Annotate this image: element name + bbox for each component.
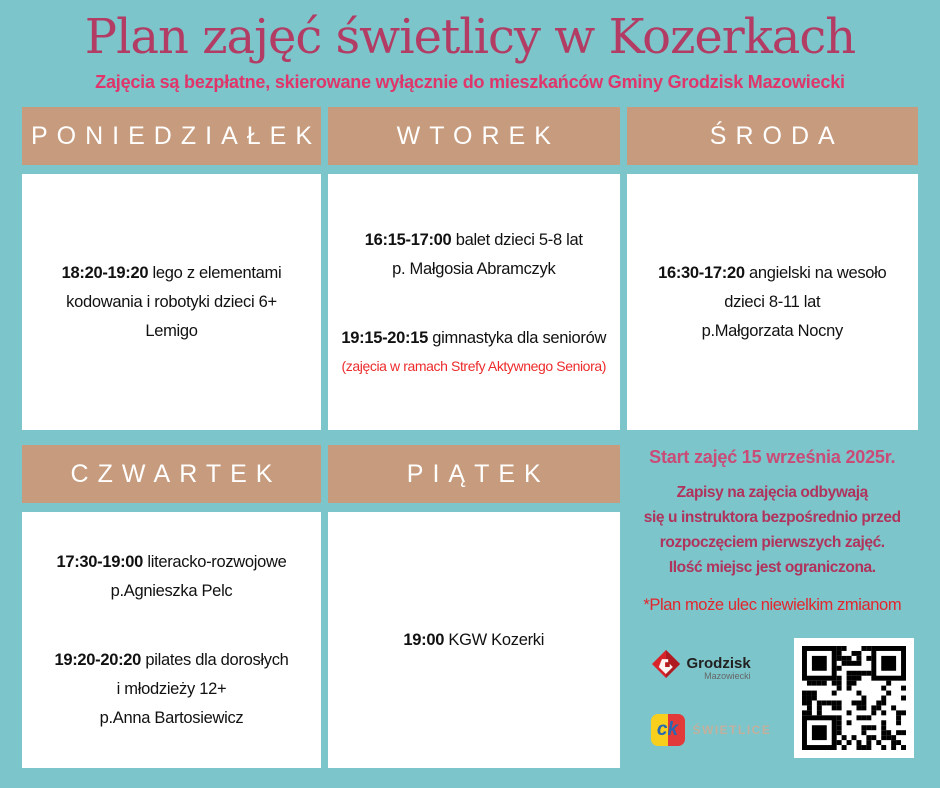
session-line: 16:30-17:20 angielski na wesoło [658,263,887,282]
signup-line: się u instruktora bezpośrednio przed [643,509,901,526]
grodzisk-ribbon-icon [651,649,681,688]
session-time: 18:20-19:20 [61,263,149,282]
session-line: 19:20-20:20 pilates dla dorosłych [54,650,289,669]
page-subtitle: Zajęcia są bezpłatne, skierowane wyłącznie do mieszkańców Gminy Grodzisk Mazowiecki [95,72,845,92]
qr-code [794,638,914,758]
day-header-czwartek: CZWARTEK [22,445,321,503]
ck-logo-label: ŚWIETLICE [692,723,772,737]
session-line: 17:30-19:00 literacko-rozwojowe [56,552,287,571]
session-line: p. Małgosia Abramczyk [392,259,556,278]
session [334,324,614,379]
session [28,548,315,606]
session [28,259,315,346]
session [28,646,315,733]
start-date-text: Start zajęć 15 września 2025r. [649,447,896,467]
session-line: p.Małgorzata Nocny [701,321,843,340]
ck-swietlice-logo [651,714,772,746]
day-card-sroda [627,174,919,430]
day-card-czwartek [22,512,321,768]
session [334,626,614,655]
logo-stack [651,649,772,746]
day-column-piatek [328,445,620,768]
session-line: Lemigo [145,321,198,340]
session-note: (zajęcia w ramach Strefy Aktywnego Seniora) [341,357,606,374]
session-line: 19:00 KGW Kozerki [403,630,545,649]
session-line: 18:20-19:20 lego z elementami [61,263,282,282]
session-time: 19:15-20:15 [341,328,429,347]
ck-icon: ck [651,714,685,746]
session-line: dzieci 8-11 lat [724,292,821,311]
day-header-poniedzialek: PONIEDZIAŁEK [22,107,321,165]
day-header-sroda: ŚRODA [627,107,919,165]
schedule-grid [22,107,918,768]
page-title: Plan zajęć świetlicy w Kozerkach [84,9,856,65]
session [334,226,614,284]
session-time: 16:15-17:00 [364,230,452,249]
day-header-piatek: PIĄTEK [328,445,620,503]
session-line: p.Anna Bartosiewicz [99,708,244,727]
day-card-wtorek [328,174,620,430]
day-column-wtorek [328,107,620,430]
info-panel [627,445,919,768]
signup-info-text [627,480,919,580]
session-time: 16:30-17:20 [658,263,745,282]
session-time: 17:30-19:00 [56,552,144,571]
grodzisk-logo-subtitle: Mazowiecki [704,670,751,681]
session-line: p.Agnieszka Pelc [110,581,233,600]
signup-line: rozpoczęciem pierwszych zajęć. [659,534,885,551]
session [633,259,913,346]
day-header-wtorek: WTOREK [328,107,620,165]
grodzisk-logo-title: Grodzisk [686,654,751,672]
session-line: i młodzieży 12+ [116,679,227,698]
day-column-poniedzialek [22,107,321,430]
day-card-poniedzialek [22,174,321,430]
session-line: kodowania i robotyki dzieci 6+ [66,292,277,311]
signup-line: Ilość miejsc jest ograniczona. [668,559,876,576]
grodzisk-logo-text [687,656,751,682]
day-column-sroda [627,107,919,430]
session-line: 16:15-17:00 balet dzieci 5-8 lat [364,230,583,249]
signup-line: Zapisy na zajęcia odbywają [676,484,868,501]
session-time: 19:00 [403,630,445,649]
footer-area [627,627,919,768]
session-time: 19:20-20:20 [54,650,142,669]
session-line: 19:15-20:15 gimnastyka dla seniorów [341,328,607,347]
grodzisk-mazowiecki-logo [651,649,751,688]
day-column-czwartek [22,445,321,768]
disclaimer-text: *Plan może ulec niewielkim zmianom [643,596,902,614]
day-card-piatek [328,512,620,768]
